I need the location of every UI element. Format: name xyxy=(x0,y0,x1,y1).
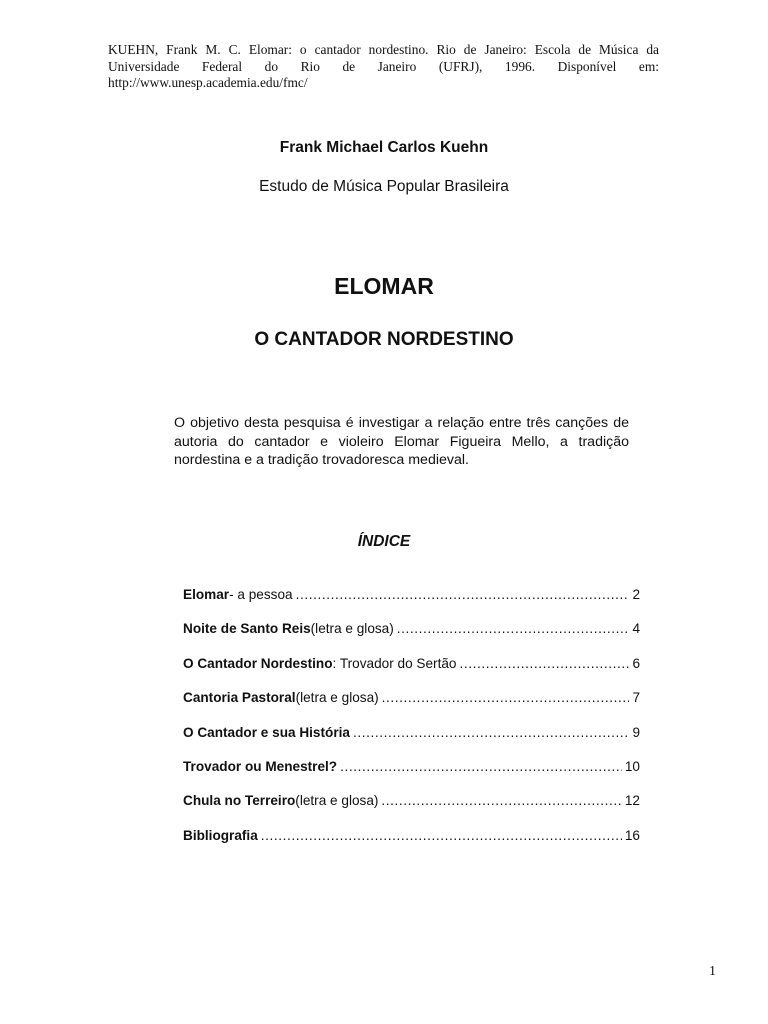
toc-entry xyxy=(183,828,640,862)
toc-leader-dots xyxy=(353,725,629,740)
citation-header: KUEHN, Frank M. C. Elomar: o cantador nordestino. Rio de Janeiro: Escola de Música da Universidade Federal do Rio de Janeiro (UFRJ), 1996. Disponível em: http://www.unesp.academia.edu/fmc/ xyxy=(108,42,659,91)
toc-entry-page: 16 xyxy=(624,827,640,843)
toc-entry-page: 9 xyxy=(632,724,640,740)
toc-entry xyxy=(183,656,640,690)
author-name: Frank Michael Carlos Kuehn xyxy=(279,139,489,156)
abstract-paragraph: O objetivo desta pesquisa é investigar a relação entre três canções de autoria do cantador e violeiro Elomar Figueira Mello, a tradição nordestina e a tradição trovadoresca medieval. xyxy=(174,415,629,468)
toc-entry-page: 10 xyxy=(624,758,640,774)
toc-entry xyxy=(183,759,640,793)
toc-leader-dots xyxy=(296,587,630,602)
toc-entry-detail: (letra e glosa) xyxy=(310,621,394,637)
toc-entry-detail: (letra e glosa) xyxy=(295,793,379,809)
toc-entry-detail: (letra e glosa) xyxy=(295,690,379,706)
document-title: ELOMAR xyxy=(334,273,434,299)
toc-entry-title: O Cantador e sua História xyxy=(183,724,350,740)
toc-entry xyxy=(183,725,640,759)
index-heading: ÍNDICE xyxy=(357,533,411,550)
page-number: 1 xyxy=(709,964,716,979)
table-of-contents xyxy=(183,587,640,862)
toc-entry-title: Chula no Terreiro xyxy=(183,793,296,809)
document-subtitle: O CANTADOR NORDESTINO xyxy=(254,329,514,350)
toc-leader-dots xyxy=(382,690,630,705)
toc-entry-page: 12 xyxy=(624,793,640,809)
study-subject: Estudo de Música Popular Brasileira xyxy=(259,178,509,195)
toc-entry-title: Bibliografia xyxy=(183,827,258,843)
toc-leader-dots xyxy=(459,656,629,671)
toc-entry-title: Elomar xyxy=(183,587,230,602)
toc-entry-title: Cantoria Pastoral xyxy=(183,690,296,706)
toc-entry xyxy=(183,690,640,724)
toc-entry-page: 6 xyxy=(632,655,640,671)
toc-leader-dots xyxy=(381,793,621,808)
toc-entry-page: 2 xyxy=(632,587,640,602)
toc-entry xyxy=(183,621,640,655)
toc-entry-title: Noite de Santo Reis xyxy=(183,621,311,637)
toc-entry xyxy=(183,793,640,827)
toc-entry-page: 7 xyxy=(632,690,640,706)
toc-entry xyxy=(183,587,640,621)
toc-entry-detail: : Trovador do Sertão xyxy=(332,655,457,671)
toc-leader-dots xyxy=(340,759,622,774)
toc-entry-detail: - a pessoa xyxy=(229,587,293,602)
toc-leader-dots xyxy=(261,828,622,843)
toc-entry-title: O Cantador Nordestino xyxy=(183,655,333,671)
toc-leader-dots xyxy=(397,621,630,636)
toc-entry-page: 4 xyxy=(632,621,640,637)
toc-entry-title: Trovador ou Menestrel? xyxy=(183,758,338,774)
